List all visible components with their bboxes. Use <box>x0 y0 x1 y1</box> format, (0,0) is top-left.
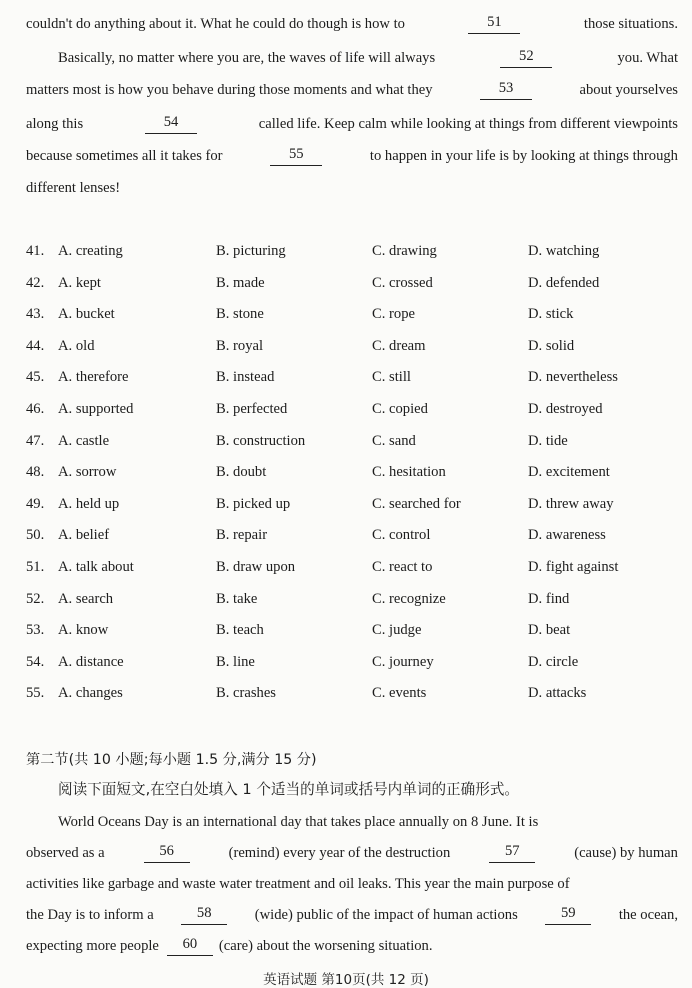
blank-51: 51 <box>468 14 520 34</box>
passage-text: because sometimes all it takes for <box>26 148 223 164</box>
option-a: A. supported <box>58 400 134 417</box>
options-list <box>26 241 666 715</box>
passage-line-5 <box>26 146 678 166</box>
option-row <box>26 683 666 715</box>
option-row <box>26 525 666 557</box>
question-number: 44. <box>26 337 45 354</box>
passage-text: World Oceans Day is an international day that takes place annually on 8 June. It is <box>58 814 539 830</box>
section-heading: 第二节(共 10 小题;每小题 1.5 分,满分 15 分) <box>26 752 317 768</box>
option-a: A. creating <box>58 243 123 259</box>
blank-55: 55 <box>270 146 322 166</box>
blank-52: 52 <box>500 48 552 68</box>
option-b: B. royal <box>216 337 264 354</box>
option-d: D. fight against <box>528 558 619 575</box>
option-a: A. sorrow <box>58 464 117 481</box>
passage-text: activities like garbage and waste water treatment and oil leaks. This year the main purpose of <box>26 876 570 892</box>
passage2-line-5 <box>26 936 678 956</box>
option-b: B. instead <box>216 369 275 386</box>
passage-text: about yourselves <box>579 82 678 98</box>
option-d: D. threw away <box>528 495 614 512</box>
passage-text: you. What <box>617 50 678 66</box>
question-number: 50. <box>26 527 45 544</box>
option-a: A. talk about <box>58 558 134 575</box>
option-d: D. attacks <box>528 685 587 702</box>
option-a: A. search <box>58 590 114 607</box>
option-b: B. line <box>216 653 255 670</box>
option-row <box>26 273 666 305</box>
blank-56: 56 <box>144 843 190 863</box>
passage2-line-3 <box>26 874 678 894</box>
question-number: 53. <box>26 622 45 639</box>
passage-line-2 <box>26 48 678 68</box>
option-c: C. hesitation <box>372 464 446 481</box>
passage-text: observed as a <box>26 845 105 861</box>
passage-line-4 <box>26 114 678 134</box>
option-c: C. searched for <box>372 495 461 512</box>
passage-text: Basically, no matter where you are, the waves of life will always <box>58 50 436 66</box>
option-d: D. solid <box>528 337 575 354</box>
option-a: A. therefore <box>58 369 129 386</box>
option-a: A. old <box>58 337 95 354</box>
passage2-line-2 <box>26 843 678 863</box>
option-d: D. tide <box>528 432 568 449</box>
option-a: A. know <box>58 622 109 639</box>
option-c: C. crossed <box>372 274 433 291</box>
option-d: D. watching <box>528 243 600 259</box>
option-d: D. awareness <box>528 527 606 544</box>
option-row <box>26 589 666 621</box>
question-number: 51. <box>26 558 45 575</box>
option-a: A. bucket <box>58 306 115 323</box>
option-c: C. sand <box>372 432 416 449</box>
question-number: 47. <box>26 432 45 449</box>
option-d: D. beat <box>528 622 571 639</box>
option-b: B. construction <box>216 432 306 449</box>
option-c: C. rope <box>372 306 415 323</box>
question-number: 52. <box>26 590 45 607</box>
passage-text: to happen in your life is by looking at things through <box>369 148 678 164</box>
question-number: 41. <box>26 243 45 259</box>
option-d: D. nevertheless <box>528 369 618 386</box>
passage-text: couldn't do anything about it. What he could do though is how to <box>26 16 405 32</box>
option-c: C. drawing <box>372 243 437 259</box>
passage-text: (cause) by human <box>574 845 678 861</box>
option-d: D. excitement <box>528 464 610 481</box>
option-c: C. dream <box>372 337 426 354</box>
option-row <box>26 336 666 368</box>
option-c: C. judge <box>372 622 422 639</box>
option-row <box>26 557 666 589</box>
passage-line-1 <box>26 14 678 34</box>
option-c: C. events <box>372 685 427 702</box>
passage-text: the Day is to inform a <box>26 907 154 923</box>
option-d: D. stick <box>528 306 574 323</box>
passage-text: expecting more people <box>26 938 159 954</box>
option-b: B. stone <box>216 306 264 323</box>
option-b: B. take <box>216 590 258 607</box>
option-b: B. picked up <box>216 495 291 512</box>
passage-line-6 <box>26 178 678 198</box>
passage-text: those situations. <box>583 16 678 32</box>
option-row <box>26 241 666 273</box>
option-row <box>26 367 666 399</box>
passage2-line-4 <box>26 905 678 925</box>
question-number: 46. <box>26 400 45 417</box>
question-number: 49. <box>26 495 45 512</box>
passage-text: called life. Keep calm while looking at things from different viewpoints <box>258 116 678 132</box>
page-footer: 英语试题 第10页(共 12 页) <box>263 972 429 988</box>
option-row <box>26 494 666 526</box>
option-c: C. control <box>372 527 431 544</box>
passage-text: (wide) public of the impact of human actions <box>254 907 518 923</box>
option-d: D. defended <box>528 274 600 291</box>
blank-58: 58 <box>181 905 227 925</box>
option-row <box>26 304 666 336</box>
passage-text: the ocean, <box>618 907 678 923</box>
section-instruction: 阅读下面短文,在空白处填入 1 个适当的单词或括号内单词的正确形式。 <box>58 781 520 798</box>
question-number: 43. <box>26 306 45 323</box>
option-row <box>26 462 666 494</box>
passage2-line-1 <box>26 812 678 832</box>
question-number: 42. <box>26 274 45 291</box>
blank-54: 54 <box>145 114 197 134</box>
option-a: A. distance <box>58 653 124 670</box>
option-d: D. find <box>528 590 570 607</box>
question-number: 48. <box>26 464 45 481</box>
blank-53: 53 <box>480 80 532 100</box>
passage-line-3 <box>26 80 678 100</box>
question-number: 45. <box>26 369 45 386</box>
option-a: A. held up <box>58 495 120 512</box>
blank-57: 57 <box>489 843 535 863</box>
option-c: C. journey <box>372 653 434 670</box>
option-d: D. destroyed <box>528 400 603 417</box>
passage-text: (remind) every year of the destruction <box>228 845 451 861</box>
option-a: A. belief <box>58 527 110 544</box>
option-b: B. crashes <box>216 685 276 702</box>
option-b: B. picturing <box>216 243 286 259</box>
option-c: C. react to <box>372 558 433 575</box>
passage-text: different lenses! <box>26 180 121 196</box>
option-a: A. castle <box>58 432 110 449</box>
option-d: D. circle <box>528 653 579 670</box>
option-b: B. perfected <box>216 400 288 417</box>
option-c: C. still <box>372 369 411 386</box>
option-b: B. made <box>216 274 265 291</box>
option-b: B. draw upon <box>216 558 296 575</box>
option-c: C. copied <box>372 400 428 417</box>
passage-text: matters most is how you behave during those moments and what they <box>26 82 433 98</box>
option-c: C. recognize <box>372 590 446 607</box>
passage-text: (care) about the worsening situation. <box>218 938 433 954</box>
question-number: 54. <box>26 653 45 670</box>
option-row <box>26 652 666 684</box>
option-row <box>26 620 666 652</box>
option-b: B. doubt <box>216 464 267 481</box>
option-a: A. kept <box>58 274 101 291</box>
blank-59: 59 <box>545 905 591 925</box>
option-b: B. repair <box>216 527 268 544</box>
option-a: A. changes <box>58 685 123 702</box>
blank-60: 60 <box>167 936 213 956</box>
option-row <box>26 399 666 431</box>
passage-text: along this <box>26 116 84 132</box>
option-row <box>26 431 666 463</box>
option-b: B. teach <box>216 622 264 639</box>
question-number: 55. <box>26 685 45 702</box>
